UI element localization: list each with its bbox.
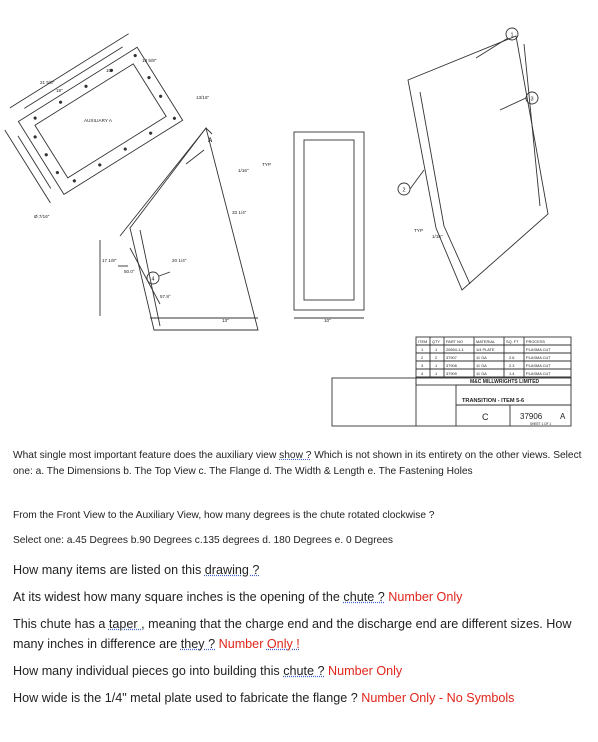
front-view: [100, 128, 258, 330]
bom-header-item: ITEM: [418, 339, 428, 344]
bom-cell: 11 GA: [476, 371, 487, 376]
leader-lines: [159, 38, 526, 276]
bom-cell: 1: [435, 371, 438, 376]
dim-ang: 33 1/4": [232, 210, 247, 215]
dim-top-w: 13 5/8": [142, 58, 157, 63]
bom-cell: 2: [435, 355, 438, 360]
dim-aux-small: 13/16": [196, 95, 210, 100]
dim-top-h: 21 5/8": [40, 80, 55, 85]
typ-label-1: TYP: [262, 162, 271, 167]
bom-cell: PLASMA CUT: [526, 347, 551, 352]
question-1-link: show ?: [279, 450, 312, 461]
title-block: [462, 379, 566, 426]
question-6: How many individual pieces go into building this chute ? Number Only: [13, 664, 403, 678]
bom-cell: 11 GA: [476, 355, 487, 360]
bom-cell: 3: [421, 363, 424, 368]
drawing-number: 37906: [520, 412, 543, 421]
callout-4: 4: [151, 276, 155, 283]
bom-cell: 20654-1-1: [446, 347, 464, 352]
bom-header-material: MATERIAL: [476, 339, 496, 344]
question-3: How many items are listed on this drawing ?: [13, 563, 260, 577]
dim-ang2: 50.0°: [124, 269, 135, 274]
question-2-options: Select one: a.45 Degrees b.90 Degrees c.135 degrees d. 180 Degrees e. 0 Degrees: [13, 535, 394, 546]
bom-cell: 1.4: [509, 371, 515, 376]
bom-cell: 37909: [446, 371, 457, 376]
frac-label-1: 1/16": [238, 168, 249, 173]
bom-cell: 11 GA: [476, 363, 487, 368]
dim-top-h2: 18": [56, 88, 63, 93]
dim-base: 57.8°: [160, 294, 171, 299]
callout-circles: [147, 28, 538, 284]
revision: A: [560, 412, 566, 421]
bom-cell: 2.3: [509, 363, 515, 368]
dim-mid: 20 1/4": [172, 258, 187, 263]
aux-view-label: AUXILIARY A: [84, 118, 112, 123]
question-5: This chute has a taper , meaning that the charge end and the discharge end are different sizes. How many inches in difference are they ? Number Only !: [13, 617, 572, 651]
bom-cell: 1: [421, 347, 424, 352]
bom-cell: 2.6: [509, 355, 515, 360]
bom-cell: 1/4 PLATE: [476, 347, 495, 352]
bom-header-sqft: SQ. FT: [506, 339, 519, 344]
sheet-count: SHEET 1 OF 1: [530, 422, 552, 426]
dim-top-w2: 10": [106, 68, 113, 73]
side-view: [294, 132, 364, 318]
bom-header-qty: QTY: [432, 339, 440, 344]
bom-header-partno: PART NO: [446, 339, 463, 344]
sheet-size: C: [482, 412, 489, 422]
callout-1: 1: [510, 32, 514, 39]
view-letter: A: [208, 138, 213, 144]
bom-cell: 1: [435, 363, 438, 368]
frac-label-2: 1/16": [432, 234, 443, 239]
bom-cell: 37908: [446, 363, 457, 368]
drawing-title: TRANSITION - ITEM 5-6: [462, 398, 525, 404]
question-7: How wide is the 1/4" metal plate used to fabricate the flange ? Number Only - No Symbols: [13, 691, 515, 705]
right-view: [408, 36, 548, 290]
question-1: What single most important feature does the auxiliary view show ? Which is not shown in its entirety on the other views. Select one: a. The Dimensions b. The Top View c. The Flange d. The Width & Length e. The Fastening Holes: [13, 450, 582, 477]
bom-cell: 37907: [446, 355, 457, 360]
question-2: From the Front View to the Auxiliary View, how many degrees is the chute rotated clockwise ?: [13, 510, 435, 521]
dim-left-h: 17 1/8": [102, 258, 117, 263]
bom-cell: 1: [435, 347, 438, 352]
dim-bottom-2: 10": [324, 318, 331, 323]
question-4: At its widest how many square inches is the opening of the chute ? Number Only: [13, 590, 463, 604]
bom-cell: PLASMA CUT: [526, 355, 551, 360]
bom-cell: PLASMA CUT: [526, 363, 551, 368]
bom-cell: 4: [421, 371, 424, 376]
callout-3: 3: [530, 96, 534, 103]
bom-cell: PLASMA CUT: [526, 371, 551, 376]
bom-header-process: PROCESS: [526, 339, 546, 344]
bom-cell: 2: [421, 355, 424, 360]
dim-hole-dia: Ø.7/16": [34, 214, 50, 219]
callout-2: 2: [402, 187, 406, 194]
hint-number-only: Number Only: [384, 590, 463, 604]
company-name: M&C MILLWRIGHTS LIMITED: [470, 379, 540, 385]
typ-label-2: TYP: [414, 228, 423, 233]
dim-bottom-1: 13": [222, 318, 229, 323]
